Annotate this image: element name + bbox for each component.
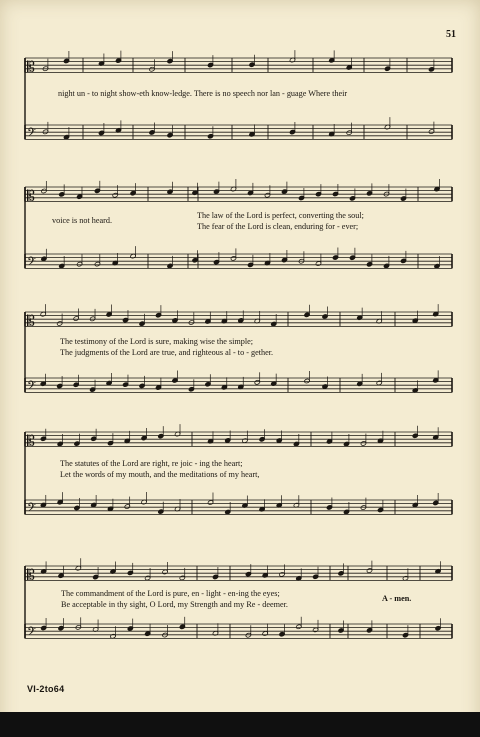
- c-clef: 𝄡: [27, 567, 35, 584]
- lyric-line: A - men.: [382, 594, 412, 603]
- bass-clef: 𝄢: [27, 255, 37, 272]
- lyric-line: The testimony of the Lord is sure, making wise the simple;: [60, 337, 254, 346]
- bass-clef: 𝄢: [27, 501, 37, 518]
- lyric-line: The statutes of the Lord are right, re joic - ing the heart;: [60, 459, 243, 468]
- lyric-line: Be acceptable in thy sight, O Lord, my Strength and my Re - deemer.: [61, 600, 288, 609]
- c-clef: 𝄡: [27, 433, 35, 450]
- page-number: 51: [446, 29, 456, 40]
- bass-clef: 𝄢: [27, 625, 37, 642]
- lyric-line: The fear of the Lord is clean, enduring for - ever;: [197, 222, 359, 231]
- lyric-line: voice is not heard.: [52, 216, 113, 225]
- page-bottom-edge: [0, 712, 480, 737]
- lyric-line: The commandment of the Lord is pure, en - light - en-ing the eyes;: [61, 589, 280, 598]
- bass-clef: 𝄢: [27, 126, 37, 143]
- c-clef: 𝄡: [27, 313, 35, 330]
- lyric-line: Let the words of my mouth, and the meditations of my heart,: [60, 470, 260, 479]
- lyric-line: The law of the Lord is perfect, converting the soul;: [197, 211, 364, 220]
- lyric-line: night un - to night show-eth know-ledge. There is no speech nor lan - guage Where their: [58, 89, 348, 98]
- c-clef: 𝄡: [27, 188, 35, 205]
- footer-code: VI-2to64: [27, 684, 65, 694]
- c-clef: 𝄡: [27, 59, 35, 76]
- bass-clef: 𝄢: [27, 379, 37, 396]
- lyric-line: The judgments of the Lord are true, and righteous al - to - gether.: [60, 348, 274, 357]
